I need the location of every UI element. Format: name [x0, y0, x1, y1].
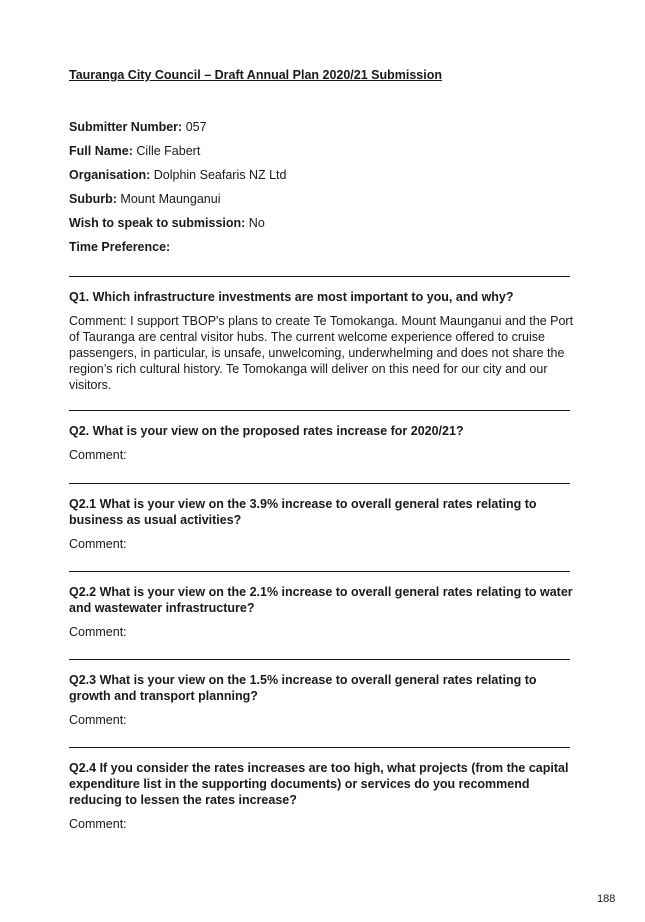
- organisation-label: Organisation:: [69, 168, 151, 182]
- time-preference-field: [69, 240, 170, 254]
- organisation-field: [69, 168, 286, 182]
- section-divider: [69, 659, 570, 660]
- q1-question: Q1. Which infrastructure investments are most important to you, and why?: [69, 290, 514, 304]
- q2-3-comment: Comment:: [69, 713, 127, 727]
- section-divider: [69, 571, 570, 572]
- q2-2-question: Q2.2 What is your view on the 2.1% increase to overall general rates relating to water and wastewater infrastructure?: [69, 585, 573, 615]
- wish-to-speak-label: Wish to speak to submission:: [69, 216, 246, 230]
- suburb-field: [69, 192, 220, 206]
- q2-4-question: Q2.4 If you consider the rates increases are too high, what projects (from the capital expenditure list in the supporting documents) or services do you recommend reducing to lessen the rates increase?: [69, 761, 569, 807]
- full-name-value: Cille Fabert: [136, 144, 201, 158]
- wish-to-speak-value: No: [248, 216, 265, 230]
- submitter-number-label: Submitter Number:: [69, 120, 183, 134]
- time-preference-label: Time Preference:: [69, 240, 171, 254]
- page-number: 188: [597, 893, 616, 905]
- suburb-value: Mount Maunganui: [120, 192, 221, 206]
- q2-3-question: Q2.3 What is your view on the 1.5% increase to overall general rates relating to growth and transport planning?: [69, 673, 537, 703]
- organisation-value: Dolphin Seafaris NZ Ltd: [153, 168, 287, 182]
- full-name-field: [69, 144, 200, 158]
- submitter-number-field: [69, 120, 207, 134]
- q2-2-comment: Comment:: [69, 625, 127, 639]
- section-divider: [69, 483, 570, 484]
- section-divider: [69, 747, 570, 748]
- section-divider: [69, 410, 570, 411]
- q2-1-question: Q2.1 What is your view on the 3.9% increase to overall general rates relating to business as usual activities?: [69, 497, 537, 527]
- q2-4-comment: Comment:: [69, 817, 127, 831]
- section-divider: [69, 276, 570, 277]
- wish-to-speak-field: [69, 216, 265, 230]
- document-title: Tauranga City Council – Draft Annual Plan 2020/21 Submission: [69, 68, 443, 82]
- submitter-number-value: 057: [185, 120, 207, 134]
- q2-comment: Comment:: [69, 448, 127, 462]
- q2-question: Q2. What is your view on the proposed rates increase for 2020/21?: [69, 424, 464, 438]
- q2-1-comment: Comment:: [69, 537, 127, 551]
- full-name-label: Full Name:: [69, 144, 133, 158]
- suburb-label: Suburb:: [69, 192, 117, 206]
- q1-comment: Comment: I support TBOP's plans to create Te Tomokanga. Mount Maunganui and the Port of Tauranga are central visitor hubs. The current welcome experience offered to cruise passengers, in particular, is unsafe, unwelcoming, underwhelming and does not share the region’s rich cultural history. Te Tomokanga will deliver on this need for our city and our visitors.: [69, 314, 574, 392]
